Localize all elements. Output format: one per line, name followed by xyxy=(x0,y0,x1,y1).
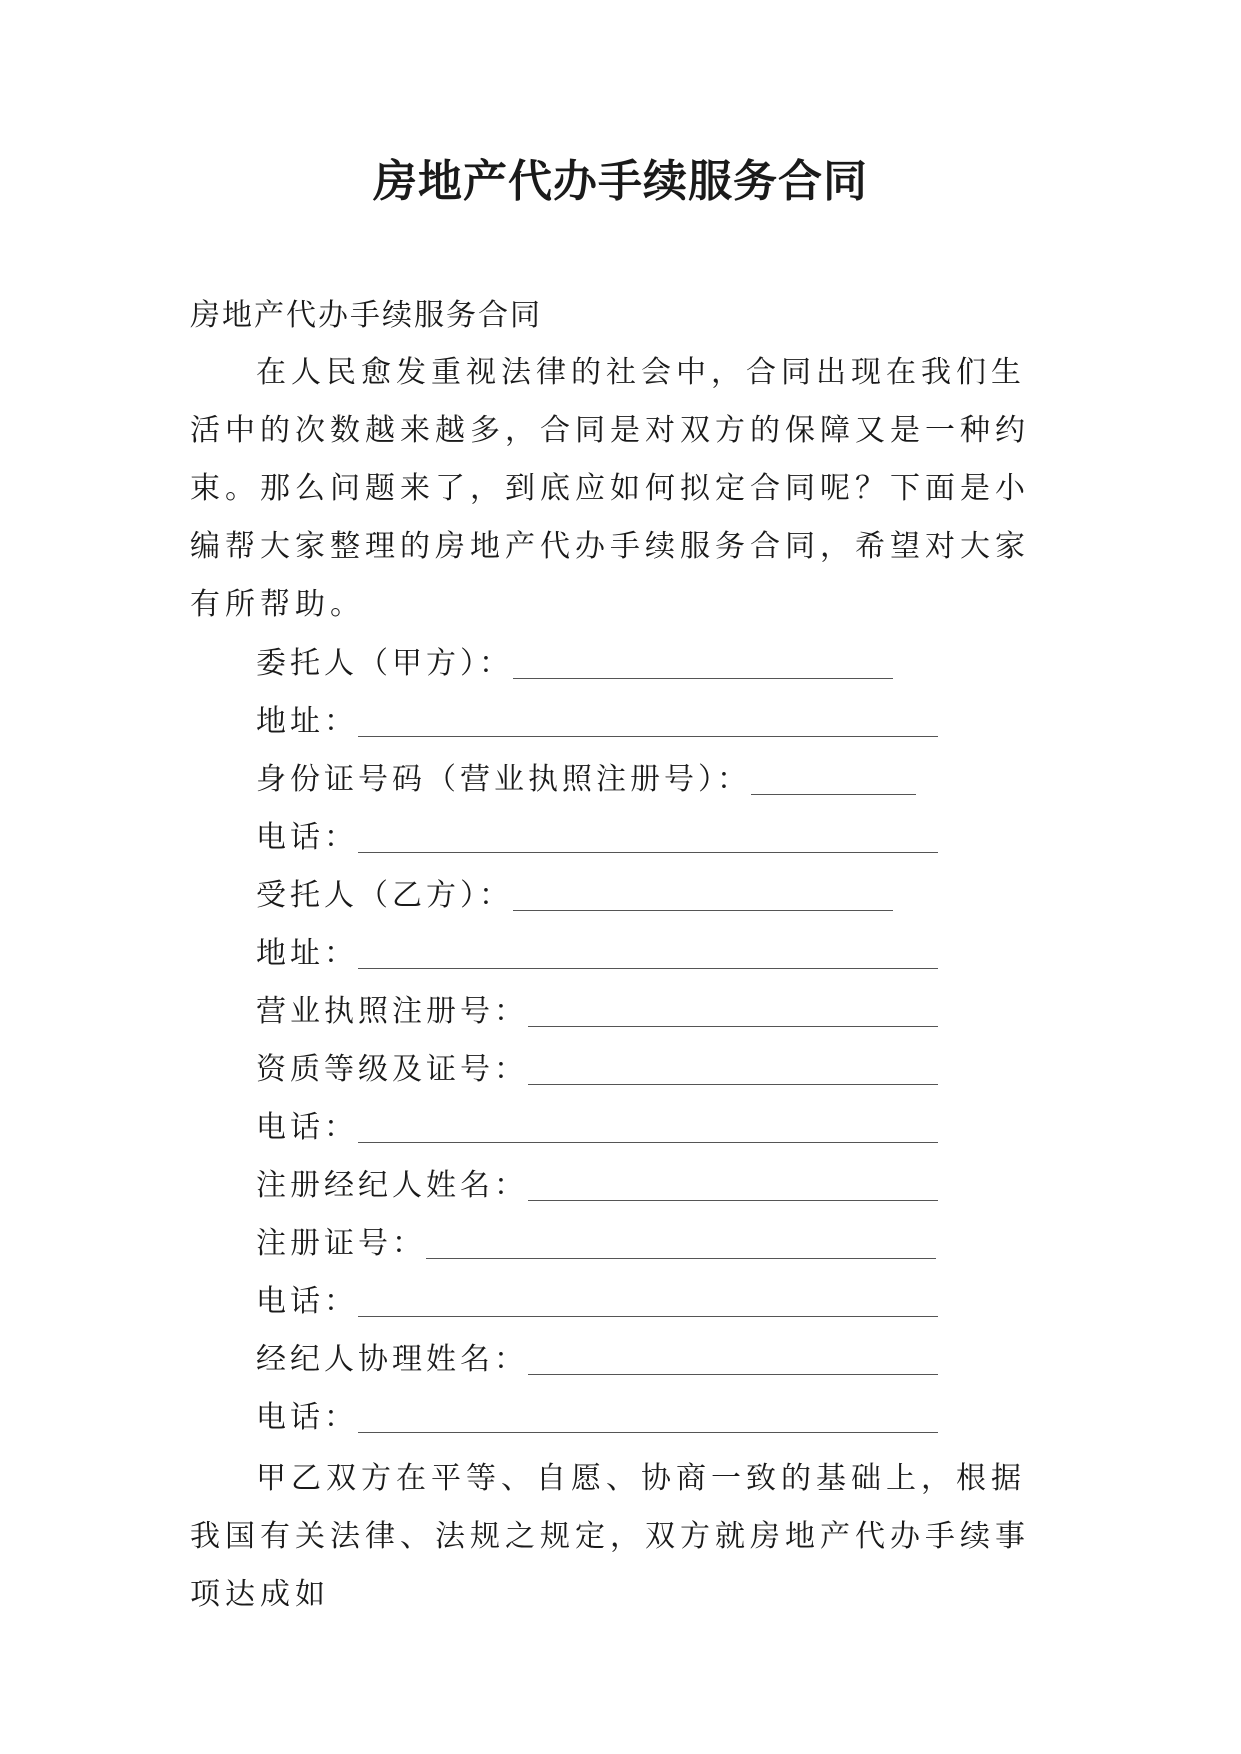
field-row xyxy=(256,930,938,988)
field-label: 资质等级及证号： xyxy=(256,1052,528,1087)
field-row xyxy=(256,1394,938,1452)
blank-line xyxy=(528,1170,938,1201)
field-label: 电话： xyxy=(256,1284,358,1319)
field-row xyxy=(256,1336,938,1394)
blank-line xyxy=(528,1344,938,1375)
field-label: 经纪人协理姓名： xyxy=(256,1342,528,1377)
field-label: 注册经纪人姓名： xyxy=(256,1168,528,1203)
field-row xyxy=(256,698,938,756)
field-row xyxy=(256,1046,938,1104)
blank-line xyxy=(528,996,938,1027)
document-title: 房地产代办手续服务合同 xyxy=(373,156,868,207)
field-row xyxy=(256,1220,938,1278)
field-row xyxy=(256,1104,938,1162)
field-label: 委托人（甲方）： xyxy=(256,646,513,681)
document-subtitle: 房地产代办手续服务合同 xyxy=(190,298,542,333)
party-info-form xyxy=(256,640,938,1452)
field-label: 地址： xyxy=(256,704,358,739)
field-label: 营业执照注册号： xyxy=(256,994,528,1029)
field-label: 注册证号： xyxy=(256,1226,426,1261)
blank-line xyxy=(358,822,938,853)
field-row xyxy=(256,872,938,930)
blank-line xyxy=(426,1228,936,1259)
field-label: 受托人（乙方）： xyxy=(256,878,513,913)
field-label: 电话： xyxy=(256,1400,358,1435)
field-row xyxy=(256,640,938,698)
closing-paragraph: 甲乙双方在平等、自愿、协商一致的基础上，根据我国有关法律、法规之规定，双方就房地产代办手续事项达成如 xyxy=(190,1461,1030,1612)
field-row xyxy=(256,756,938,814)
field-label: 地址： xyxy=(256,936,358,971)
intro-paragraph: 在人民愈发重视法律的社会中，合同出现在我们生活中的次数越来越多，合同是对双方的保障又是一种约束。那么问题来了，到底应如何拟定合同呢？下面是小编帮大家整理的房地产代办手续服务合同，希望对大家有所帮助。 xyxy=(190,355,1030,622)
blank-line xyxy=(358,1112,938,1143)
field-label: 电话： xyxy=(256,1110,358,1145)
field-label: 电话： xyxy=(256,820,358,855)
field-row xyxy=(256,988,938,1046)
blank-line xyxy=(751,764,916,795)
field-row xyxy=(256,1162,938,1220)
blank-line xyxy=(358,1286,938,1317)
blank-line xyxy=(358,938,938,969)
blank-line xyxy=(358,706,938,737)
blank-line xyxy=(358,1402,938,1433)
blank-line xyxy=(528,1054,938,1085)
field-label: 身份证号码（营业执照注册号）： xyxy=(256,762,751,797)
blank-line xyxy=(513,648,893,679)
field-row xyxy=(256,814,938,872)
blank-line xyxy=(513,880,893,911)
field-row xyxy=(256,1278,938,1336)
